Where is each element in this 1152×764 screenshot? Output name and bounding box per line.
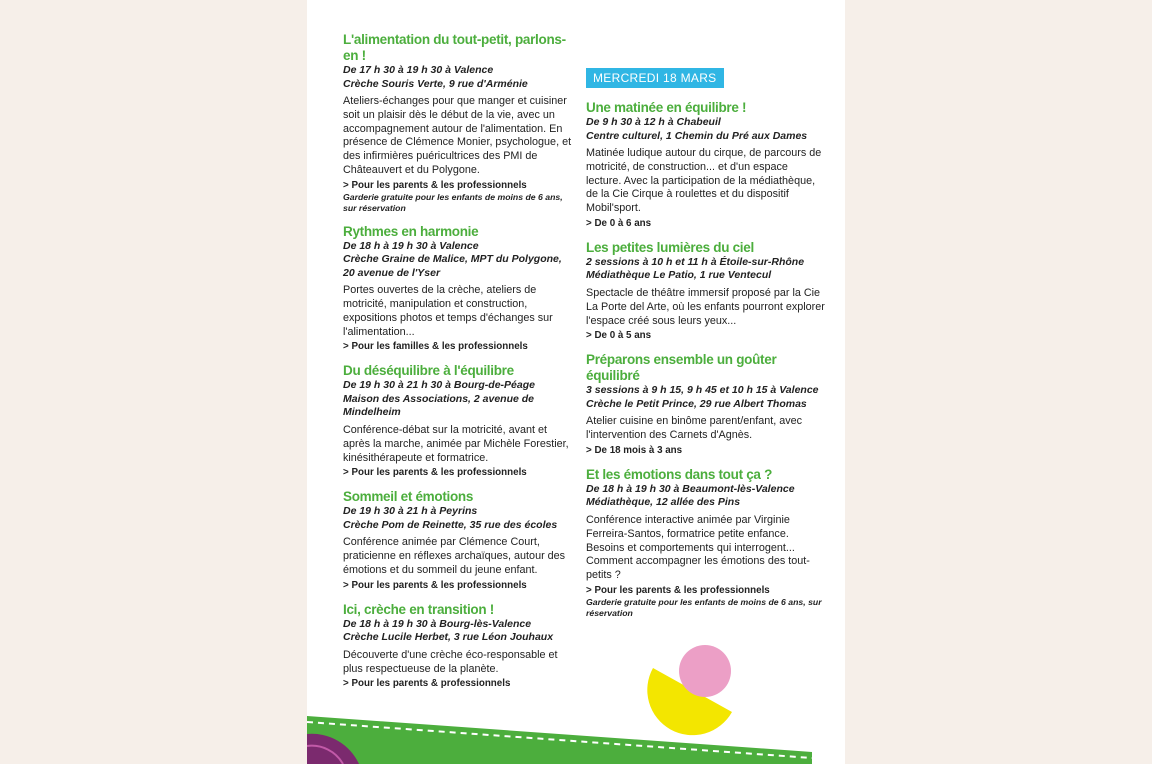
pink-circle-shape [679, 645, 731, 697]
event-time: De 18 h à 19 h 30 à Valence [343, 239, 479, 252]
event-title: L'alimentation du tout-petit, parlons-en ! [343, 32, 566, 63]
event-description: Conférence-débat sur la motricité, avant et après la marche, animée par Michèle Forestier, kinésithérapeute et formatrice. [343, 423, 569, 464]
event-audience: > Pour les parents & professionnels [343, 678, 511, 690]
event-description: Conférence interactive animée par Virginie Ferreira-Santos, formatrice petite enfance. Besoins et comportements qui interrogent... Comment accompagner les émotions des tout-petits ? [586, 513, 810, 582]
event-audience: > Pour les parents & les professionnels [343, 467, 527, 479]
decorative-shapes [307, 0, 845, 764]
event-time: De 19 h 30 à 21 h 30 à Bourg-de-Péage [343, 379, 535, 392]
event-time: 3 sessions à 9 h 15, 9 h 45 et 10 h 15 à Valence [586, 384, 819, 397]
event-time: De 18 h à 19 h 30 à Bourg-lès-Valence [343, 617, 532, 630]
event-time: De 17 h 30 à 19 h 30 à Valence [343, 64, 494, 76]
event-audience: > Pour les familles & les professionnels [343, 341, 528, 353]
date-badge: MERCREDI 18 MARS [586, 68, 724, 88]
event-time: De 9 h 30 à 12 h à Chabeuil [586, 116, 721, 128]
event-description: Ateliers-échanges pour que manger et cuisiner soit un plaisir dès le début de la vie, avec un accompagnement autour de l'alimentation. En présence de Clémence Monier, psychologue, et des infirmières puéricultrices des PMI de Châteauvert et du Polygone. [343, 95, 572, 176]
event-note: Garderie gratuite pour les enfants de moins de 6 ans, sur réservation [586, 596, 822, 618]
event-place: Médiathèque, 12 allée des Pins [586, 496, 741, 509]
event-description: Découverte d'une crèche éco-responsable et plus respectueuse de la planète. [343, 648, 558, 675]
event-description: Spectacle de théâtre immersif proposé par la Cie La Porte del Arte, où les enfants pourront explorer l'espace créé sous leurs yeux... [586, 286, 825, 327]
event-time: 2 sessions à 10 h et 11 h à Étoile-sur-Rhône [586, 255, 805, 268]
event-title: Préparons ensemble un goûter équilibré [586, 352, 777, 384]
event-audience: > De 0 à 5 ans [586, 330, 652, 342]
event-audience: > De 18 mois à 3 ans [586, 444, 683, 456]
event-time: De 18 h à 19 h 30 à Beaumont-lès-Valence [586, 482, 795, 495]
event-place: Crèche Pom de Reinette, 35 rue des écoles [343, 518, 558, 531]
event-title: Rythmes en harmonie [343, 223, 479, 239]
event-note: Garderie gratuite pour les enfants de moins de 6 ans, sur réservation [343, 191, 563, 213]
event-description: Matinée ludique autour du cirque, de parcours de motricité, de construction... et d'un espace lecture. Avec la participation de la médiathèque, de la Cie Cirque à roulettes et du dispositif Mobil'sport. [586, 147, 822, 215]
event-title: Une matinée en équilibre ! [586, 100, 747, 115]
event-place: Médiathèque Le Patio, 1 rue Ventecul [586, 269, 772, 282]
event-audience: > Pour les parents & les professionnels [343, 579, 527, 591]
event-title: Sommeil et émotions [343, 489, 474, 505]
event-place: Crèche Souris Verte, 9 rue d'Arménie [343, 77, 528, 90]
event-place: Crèche Graine de Malice, MPT du Polygone, 20 avenue de l'Yser [343, 253, 562, 279]
event-title: Et les émotions dans tout ça ? [586, 466, 773, 482]
event-title: Ici, crèche en transition ! [343, 601, 494, 617]
event-audience: > Pour les parents & les professionnels [586, 584, 770, 596]
event-time: De 19 h 30 à 21 h à Peyrins [343, 505, 478, 518]
event-title: Les petites lumières du ciel [586, 239, 754, 255]
event-description: Atelier cuisine en binôme parent/enfant, avec l'intervention des Carnets d'Agnès. [586, 415, 803, 442]
event-place: Maison des Associations, 2 avenue de Mindelheim [343, 392, 535, 419]
brochure-page [307, 0, 845, 764]
event-place: Crèche Lucile Herbet, 3 rue Léon Jouhaux [343, 631, 554, 644]
event-audience: > Pour les parents & les professionnels [343, 179, 527, 191]
event-place: Centre culturel, 1 Chemin du Pré aux Dames [586, 129, 808, 142]
event-audience: > De 0 à 6 ans [586, 217, 652, 229]
event-place: Crèche le Petit Prince, 29 rue Albert Thomas [586, 397, 807, 410]
event-title: Du déséquilibre à l'équilibre [343, 363, 514, 379]
event-description: Conférence animée par Clémence Court, praticienne en réflexes archaïques, autour des émotions et du sommeil du jeune enfant. [343, 536, 566, 576]
event-description: Portes ouvertes de la crèche, ateliers de motricité, manipulation et construction, expositions photos et temps d'échanges sur l'alimentation... [343, 284, 553, 338]
